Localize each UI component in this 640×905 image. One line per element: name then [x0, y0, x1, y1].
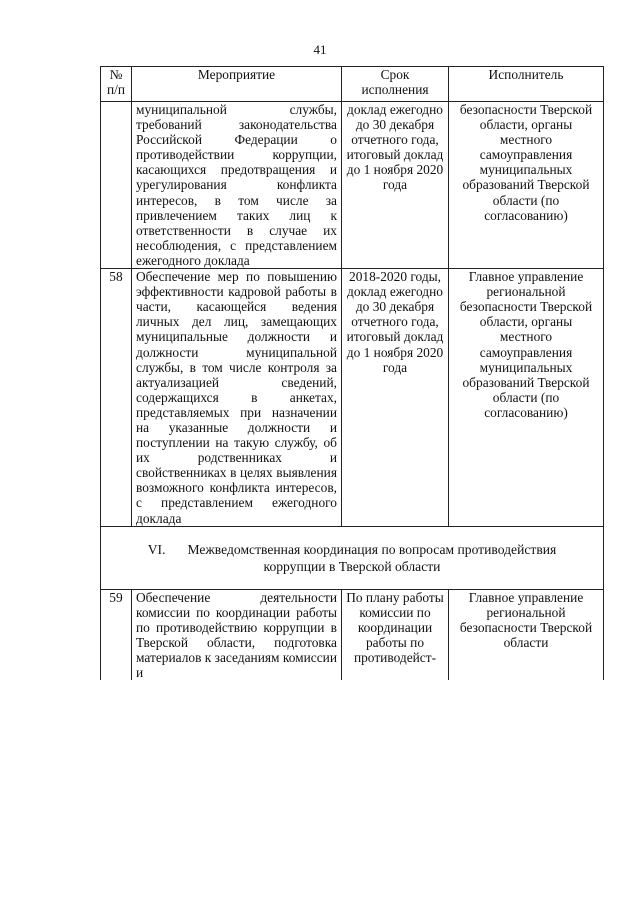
- row-event: Обеспечение мер по повышению эффективности кадровой работы в части, касающейся ведения личных дел лиц, замещающих муниципальные должности и должности муниципальной службы, в том числе контроля за актуализацией сведений, содержащихся в анкетах, представляемых при назначении на указанные должности и поступлении на такую службу, об их родственниках и свойственниках в целях выявления возможного конфликта интересов, с представлением ежегодного доклада: [132, 269, 342, 527]
- page-number: 41: [313, 42, 327, 57]
- row-event: муниципальной службы, требований законодательства Российской Федерации о противодействии коррупции, касающихся предотвращения и урегулирования конфликта интересов, в том числе за привлечением таких лиц к ответственности в случае их несоблюдения, с представлением ежегодного доклада: [132, 102, 342, 269]
- section-title: Межведомственная координация по вопросам противодействия коррупции в Тверской области: [187, 541, 557, 574]
- row-executor: безопасности Тверской области, органы местного самоуправления муниципальных образований Тверской области (по согласованию): [449, 102, 604, 269]
- table-row: [101, 102, 604, 269]
- row-deadline: 2018-2020 годы, доклад ежегодно до 30 декабря отчетного года, итоговый доклад до 1 ноября 2020 года: [342, 269, 449, 527]
- table-row: [101, 269, 604, 527]
- header-executor: Исполнитель: [449, 67, 604, 102]
- table-row: [101, 589, 604, 680]
- header-num: № п/п: [101, 67, 132, 102]
- row-executor: Главное управление региональной безопасности Тверской области: [449, 589, 604, 680]
- row-executor: Главное управление региональной безопасности Тверской области, органы местного самоуправления муниципальных образований Тверской области (по согласованию): [449, 269, 604, 527]
- row-num: 59: [101, 589, 132, 680]
- section-header: [101, 526, 604, 589]
- section-header-row: [101, 526, 604, 589]
- table-header-row: [101, 67, 604, 102]
- row-num: [101, 102, 132, 269]
- header-event: Мероприятие: [132, 67, 342, 102]
- row-deadline: доклад ежегодно до 30 декабря отчетного года, итоговый доклад до 1 ноября 2020 года: [342, 102, 449, 269]
- measures-table: [100, 66, 604, 680]
- row-num: 58: [101, 269, 132, 527]
- section-number: VI.: [147, 541, 166, 557]
- header-deadline: Срок исполнения: [342, 67, 449, 102]
- row-deadline: По плану работы комиссии по координации работы по противодейст-: [342, 589, 449, 680]
- row-event: Обеспечение деятельности комиссии по координации работы по противодействию коррупции в Тверской области, подготовка материалов к заседаниям комиссии и: [132, 589, 342, 680]
